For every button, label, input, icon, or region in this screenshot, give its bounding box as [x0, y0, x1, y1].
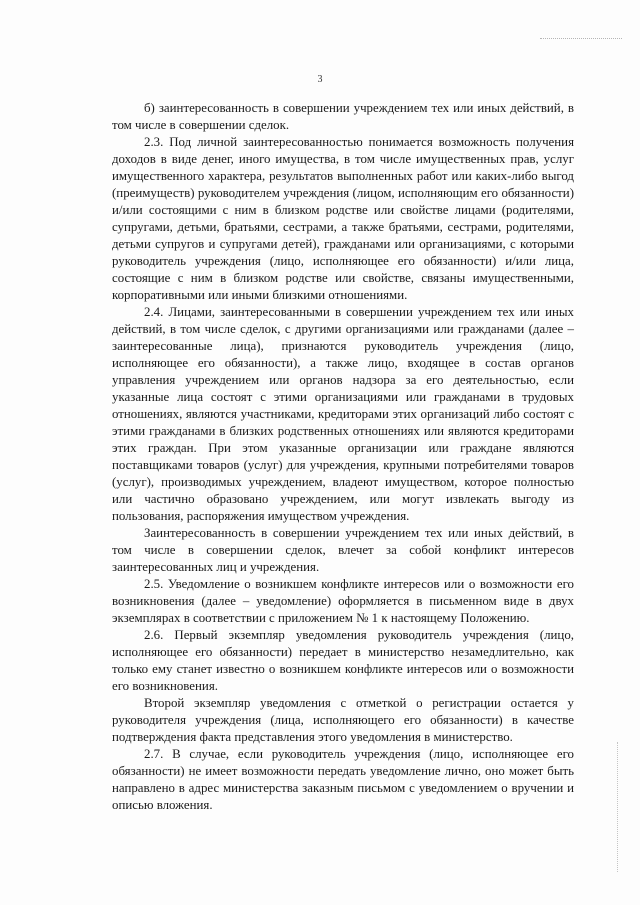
paragraph-second-copy: Второй экземпляр уведомления с отметкой о регистрации остается у руководителя учреждения (лица, исполняющего его обязанности) в качестве подтверждения факта представления этого уведомления в министерство.: [112, 696, 574, 744]
paragraph-2-7: 2.7. В случае, если руководитель учреждения (лицо, исполняющее его обязанности) не имеет возможности передать уведомление лично, оно может быть направлено в адрес министерства заказным письмом с уведомлением о вручении и описью вложения.: [112, 747, 574, 812]
scan-artifact-top: [540, 38, 622, 39]
document-body: [112, 100, 574, 814]
page-number: 3: [317, 74, 323, 85]
paragraph-2-4: 2.4. Лицами, заинтересованными в совершении учреждением тех или иных действий, в том числе сделок, с другими организациями или гражданами (далее – заинтересованные лица), признаются руководитель учреждения (лицо, исполняющее его обязанности), а также лицо, входящее в состав органов управления учреждением или органов надзора за его деятельностью, если указанные лица состоят с этими организациями или гражданами в трудовых отношениях, являются участниками, кредиторами этих организаций либо состоят с этими гражданами в близких родственных отношениях или являются кредиторами этих граждан. При этом указанные организации или граждане являются поставщиками товаров (услуг) для учреждения, крупными потребителями товаров (услуг), производимых учреждением, владеют имуществом, которое полностью или частично образовано учреждением, или могут извлекать выгоду из пользования, распоряжения имуществом учреждения.: [112, 305, 574, 523]
paragraph-conflict-note: Заинтересованность в совершении учреждением тех или иных действий, в том числе в совершении сделок, влечет за собой конфликт интересов заинтересованных лиц и учреждения.: [112, 526, 574, 574]
paragraph-2-6: 2.6. Первый экземпляр уведомления руководитель учреждения (лицо, исполняющее его обязанности) передает в министерство незамедлительно, как только ему станет известно о возникшем конфликте интересов или о возможности его возникновения.: [112, 628, 574, 693]
paragraph-2-3: 2.3. Под личной заинтересованностью понимается возможность получения доходов в виде денег, иного имущества, в том числе имущественных прав, услуг имущественного характера, результатов выполненных работ или каких-либо выгод (преимуществ) руководителем учреждения (лицом, исполняющим его обязанности) и/или состоящими с ним в близком родстве или свойстве лицами (родителями, супругами, детьми, братьями, сестрами, а также братьями, сестрами, родителями, детьми супругов и супругами детей), гражданами или организациями, с которыми руководитель учреждения (лицо, исполняющее его обязанности) и/или лица, состоящие с ним в близком родстве или свойстве, связаны имущественными, корпоративными или иными близкими отношениями.: [112, 135, 574, 302]
paragraph-b: б) заинтересованность в совершении учреждением тех или иных действий, в том числе в совершении сделок.: [112, 101, 574, 132]
scan-artifact-right: [617, 742, 618, 872]
paragraph-2-5: 2.5. Уведомление о возникшем конфликте интересов или о возможности его возникновения (далее – уведомление) оформляется в письменном виде в двух экземплярах в соответствии с приложением № 1 к настоящему Положению.: [112, 577, 574, 625]
